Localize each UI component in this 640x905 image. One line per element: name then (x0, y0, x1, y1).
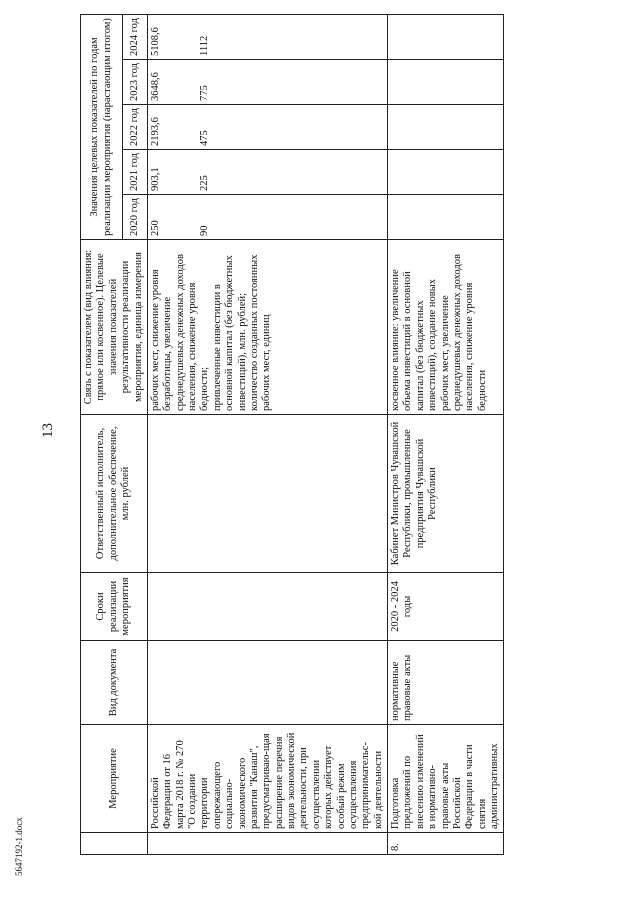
col-header-terms: Сроки реализации мероприятия (81, 573, 148, 641)
year-header: 2023 год (123, 60, 148, 105)
table-row (388, 14, 504, 854)
measure-cell: Подготовка предложений по внесению изменений в нормативно-правовые акты Российской Федерации в части снятия административных (388, 725, 504, 833)
year-header: 2022 год (123, 105, 148, 150)
value-2020 (388, 195, 504, 240)
terms-cell: 2020 - 2024 годы (388, 573, 504, 641)
measures-table (80, 14, 504, 855)
link-cell: рабочих мест, снижение уровня безработицы, увеличение среднедушевых денежных доходов населения, снижение уровня бедности; привлеченные инвестиции в основной капитал (без бюджетных инвестиций), млн. рублей; количество созданных постоянных рабочих мест, единиц (147, 240, 387, 415)
page-number: 13 (40, 423, 56, 438)
footer-doc-code: 5647192-1.docx (14, 817, 24, 876)
value-2021 (388, 150, 504, 195)
col-header-measure: Мероприятие (81, 725, 148, 833)
col-header-num (81, 833, 148, 855)
value-2023: 3648,6 775 (147, 60, 387, 105)
link-cell: косвенное влияние: увеличение объема инвестиций в основной капитал (без бюджетных инвестиций), создание новых рабочих мест, увеличение среднедушевых денежных доходов населения, снижение уровня бедности (388, 240, 504, 415)
row-number (147, 833, 387, 855)
value-2022: 2193,6 475 (147, 105, 387, 150)
year-header: 2021 год (123, 150, 148, 195)
col-header-doc-type: Вид документа (81, 641, 148, 725)
row-number: 8. (388, 833, 504, 855)
value-2024 (388, 14, 504, 59)
terms-cell (147, 573, 387, 641)
header-row-1 (81, 14, 123, 854)
col-header-link: Связь с показателем (вид влияния: прямое или косвенное). Целевые значения показателей результативности реализации мероприятия, единица измерения (81, 240, 148, 415)
measure-cell: Российской Федерации от 16 марта 2018 г. № 270 "О создании территории опережающего социально-экономического развития "Канаш", предусматриваю-щая расширение перечня видов экономической деятельности, при осуществлении которых действует особый режим осуществления предпринимательс-кой деятельности (147, 725, 387, 833)
value-2020: 250 90 (147, 195, 387, 240)
value-2022 (388, 105, 504, 150)
table-row (147, 14, 387, 854)
value-2021: 903,1 225 (147, 150, 387, 195)
col-header-targets: Значения целевых показателей по годам реализации мероприятия (нарастающим итогом) (81, 14, 123, 239)
value-2023 (388, 60, 504, 105)
col-header-executor: Ответственный исполнитель, дополнительное обеспечение, млн. рублей (81, 415, 148, 573)
rotated-table-sheet (80, 15, 610, 855)
year-header: 2020 год (123, 195, 148, 240)
executor-cell (147, 415, 387, 573)
doc-type-cell (147, 641, 387, 725)
executor-cell: Кабинет Министров Чувашской Республики, промышленные предприятия Чувашской Республики (388, 415, 504, 573)
year-header: 2024 год (123, 14, 148, 59)
value-2024: 5108,6 1112 (147, 14, 387, 59)
doc-type-cell: нормативные правовые акты (388, 641, 504, 725)
